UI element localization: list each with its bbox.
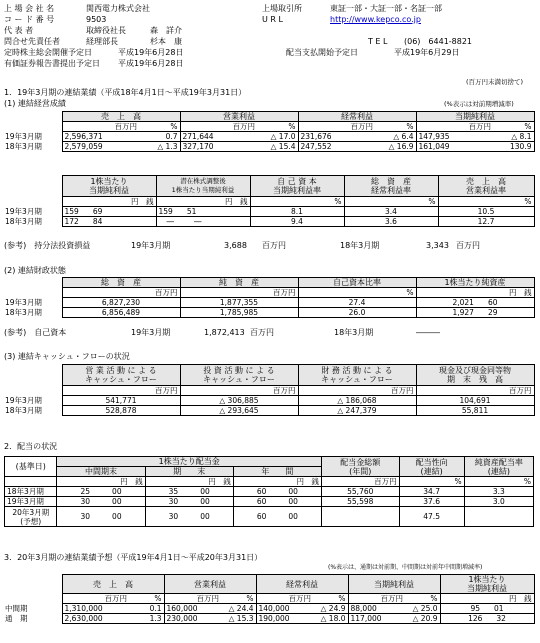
- value: 60: [256, 487, 267, 496]
- forecast-table: [4, 574, 535, 624]
- value: 47.5: [399, 507, 464, 527]
- value: 327,170: [182, 142, 214, 151]
- table-row: [4, 396, 534, 406]
- rep-name: 森 詳介: [150, 26, 182, 35]
- value: [464, 507, 533, 527]
- value: 00: [200, 487, 210, 496]
- unit-pct: %: [438, 197, 534, 207]
- report-label: 有価証券報告書提出予定日: [4, 59, 100, 68]
- value: 172: [64, 217, 79, 226]
- header-eps: 1株当たり 当期純利益: [62, 176, 156, 197]
- header-net-income: 当期純利益: [416, 112, 534, 122]
- value: 30: [80, 497, 91, 506]
- section-1-title: 1．19年3月期の連結業績（平成18年4月1日～平成19年3月31日）: [4, 88, 247, 97]
- value: 1.3: [149, 614, 162, 623]
- header-bps: 1株当たり純資産: [416, 278, 534, 288]
- unit-pct: %: [464, 477, 533, 487]
- value: 84: [92, 217, 103, 226]
- row-label: 19年3月期: [5, 396, 42, 405]
- ref-period: 19年3月期: [131, 328, 171, 337]
- unit-yen: 円 銭: [57, 477, 145, 487]
- unit-note: (百万円未満切捨て): [466, 78, 524, 86]
- value: △ 17.0: [270, 132, 296, 141]
- value: 60: [256, 512, 267, 521]
- section-3-title: (3) 連結キャッシュ・フローの状況: [4, 352, 130, 361]
- unit-million: 百万円: [416, 386, 534, 396]
- unit-million: 百万円: [114, 122, 137, 131]
- table-row: [4, 406, 534, 416]
- value: 161,049: [418, 142, 450, 151]
- value: 271,644: [182, 132, 214, 141]
- unit-pct: %: [344, 197, 438, 207]
- value: 00: [112, 497, 122, 506]
- header-ord-income: 経常利益: [256, 575, 348, 594]
- table-row: [5, 507, 534, 527]
- header-diluted-eps: 潜在株式調整後 1株当たり当期純利益: [156, 176, 250, 197]
- value: 60: [487, 298, 498, 307]
- value: △ 6.4: [393, 132, 414, 141]
- value: 1,310,000: [64, 604, 103, 613]
- header-net-income: 当期純利益: [348, 575, 440, 594]
- row-label: 18年3月期: [5, 142, 42, 151]
- value: 32: [496, 614, 506, 623]
- header-payout: 配当性向 (連結): [399, 457, 464, 477]
- value: 00: [112, 487, 122, 496]
- value: 2,630,000: [64, 614, 103, 623]
- value: △ 247,379: [298, 406, 416, 416]
- value: △ 25.0: [412, 604, 438, 613]
- unit-million: 百万円: [232, 122, 255, 131]
- value: 159: [64, 207, 79, 216]
- header-annual: 年 間: [233, 467, 321, 477]
- value: 88,000: [350, 604, 377, 613]
- row-label: 通 期: [5, 614, 28, 623]
- row-label: 19年3月期: [5, 298, 42, 307]
- table-row: [4, 207, 534, 217]
- header-sales: 売 上 高: [62, 575, 164, 594]
- value: △ 15.3: [228, 614, 254, 623]
- unit-pct: %: [288, 122, 296, 131]
- exchange-value: 東証一部・大証一部・名証一部: [330, 4, 442, 13]
- table-row: [4, 217, 534, 227]
- unit-pct: %: [406, 122, 414, 131]
- value: 10.5: [438, 207, 534, 217]
- row-label: 18年3月期: [5, 308, 42, 317]
- value: 01: [494, 604, 504, 613]
- unit-pct: %: [250, 197, 344, 207]
- rep-title: 取締役社長: [86, 26, 126, 35]
- value: 0.7: [165, 132, 178, 141]
- table-row: [5, 487, 534, 497]
- unit-pct: %: [430, 594, 438, 603]
- row-label: 18年3月期: [5, 487, 57, 497]
- unit-million: 百万円: [468, 122, 491, 131]
- header-cash-end: 現金及び現金同等物 期 末 残 高: [416, 365, 534, 386]
- header-eps: 1株当たり 当期純利益: [440, 575, 534, 594]
- dividend-table: [4, 456, 534, 527]
- value: 159: [158, 207, 173, 216]
- ref-period: 18年3月期: [334, 328, 374, 337]
- unit-yen: 円 銭: [62, 197, 156, 207]
- table-row: [4, 132, 534, 142]
- value: △ 24.4: [228, 604, 254, 613]
- value: 1,785,985: [180, 308, 298, 318]
- value: 00: [288, 487, 298, 496]
- table-row: [5, 497, 534, 507]
- cashflow-table: [4, 364, 535, 416]
- value: 37.6: [399, 497, 464, 507]
- report-date: 平成19年6月28日: [118, 59, 184, 68]
- header-sales: 売 上 高: [62, 112, 180, 122]
- value: 34.7: [399, 487, 464, 497]
- forecast-note: (%表示は、通期は対前期、中間期は対前年中間期増減率): [328, 564, 483, 571]
- value: 00: [200, 512, 210, 521]
- value: 00: [288, 512, 298, 521]
- header-op-cf: 営 業 活 動 に よ る キャッシュ・フロー: [62, 365, 180, 386]
- value: 00: [288, 497, 298, 506]
- unit-yen: 円 銭: [416, 288, 534, 298]
- value: △ 16.9: [388, 142, 414, 151]
- rep-label: 代 表 者: [4, 26, 34, 35]
- dividend-per-share-header: 1株当たり配当金: [57, 457, 321, 467]
- header-fin-cf: 財 務 活 動 に よ る キャッシュ・フロー: [298, 365, 416, 386]
- value: △ 20.9: [412, 614, 438, 623]
- per-share-table: [4, 175, 535, 227]
- unit-pct: %: [338, 594, 346, 603]
- header-interim: 中間期末: [57, 467, 145, 477]
- company-name: 関西電力株式会社: [86, 4, 150, 13]
- value: 0.1: [149, 604, 162, 613]
- value: 140,000: [258, 604, 290, 613]
- ref-label: (参考) 自己資本: [4, 328, 67, 337]
- row-label: 19年3月期: [5, 132, 42, 141]
- value: 35: [168, 487, 179, 496]
- value: 130.9: [510, 142, 532, 151]
- ref-period: 19年3月期: [131, 241, 171, 250]
- value: 147,935: [418, 132, 450, 141]
- row-label: 19年3月期: [5, 207, 42, 216]
- value: 3.6: [344, 217, 438, 227]
- value: 6,856,489: [62, 308, 180, 318]
- value: △ 306,885: [180, 396, 298, 406]
- table-row: [4, 614, 534, 624]
- row-label: 19年3月期: [5, 497, 57, 507]
- unit-million: 百万円: [180, 386, 298, 396]
- header-roe: 自 己 資 本 当期純利益率: [250, 176, 344, 197]
- value: 30: [80, 512, 91, 521]
- tel-label: T E L: [368, 37, 388, 46]
- results-table: [4, 111, 535, 152]
- unit-million: 百万円: [380, 594, 403, 603]
- value: 55,811: [416, 406, 534, 416]
- unit-yen: 円 銭: [440, 594, 534, 604]
- ref-label: (参考) 持分法投資損益: [4, 241, 91, 250]
- section-5-title: 3．20年3月期の連結業績予想（平成19年4月1日～平成20年3月31日）: [4, 553, 263, 562]
- unit-million: 百万円: [180, 288, 298, 298]
- unit-pct: %: [524, 122, 532, 131]
- base-date-header: (基準日): [5, 457, 57, 477]
- header-doe: 純資産配当率 (連結): [464, 457, 533, 477]
- contact-name: 杉本 康: [150, 37, 182, 46]
- div-pay-label: 配当支払開始予定日: [286, 48, 358, 57]
- table-row: [4, 298, 534, 308]
- agm-date: 平成19年6月28日: [118, 48, 184, 57]
- value: 30: [168, 512, 179, 521]
- value: 3.0: [464, 497, 533, 507]
- value: 126: [468, 614, 483, 623]
- unit-million: 百万円: [321, 477, 399, 487]
- ref-value: 3,688: [224, 241, 247, 250]
- unit-million: 百万円: [350, 122, 373, 131]
- value: 1,877,355: [180, 298, 298, 308]
- value: ―: [166, 217, 174, 226]
- unit-million: 百万円: [196, 594, 219, 603]
- value: △ 24.9: [320, 604, 346, 613]
- value: ―: [194, 217, 202, 226]
- ref-unit: 百万円: [262, 241, 286, 250]
- pct-note: (%表示は対前期増減率): [444, 100, 514, 108]
- ref-unit: 百万円: [456, 241, 480, 250]
- unit-million: 百万円: [62, 288, 180, 298]
- value: △ 186,068: [298, 396, 416, 406]
- value: 27.4: [298, 298, 416, 308]
- url-label: U R L: [262, 15, 283, 24]
- exchange-label: 上場取引所: [262, 4, 302, 13]
- value: 541,771: [62, 396, 180, 406]
- value: 00: [200, 497, 210, 506]
- ref-period: 18年3月期: [340, 241, 380, 250]
- header-inv-cf: 投 資 活 動 に よ る キャッシュ・フロー: [180, 365, 298, 386]
- value: 12.7: [438, 217, 534, 227]
- row-label: 20年3月期 (予想): [5, 507, 57, 527]
- value: 6,827,230: [62, 298, 180, 308]
- value: 29: [487, 308, 498, 317]
- unit-pct: %: [246, 594, 254, 603]
- value: 528,878: [62, 406, 180, 416]
- value: 2,579,059: [64, 142, 103, 151]
- row-label: 18年3月期: [5, 217, 42, 226]
- value: △ 1.3: [157, 142, 178, 151]
- value: △ 15.4: [270, 142, 296, 151]
- value: 69: [92, 207, 103, 216]
- contact-label: 問合せ先責任者: [4, 37, 60, 46]
- equity-note: [4, 328, 440, 338]
- value: 55,760: [321, 487, 399, 497]
- company-label: 上 場 会 社 名: [4, 4, 55, 13]
- ref-unit: 百万円: [250, 328, 274, 337]
- unit-million: 百万円: [298, 386, 416, 396]
- value: 00: [112, 512, 122, 521]
- header-ord-income: 経常利益: [298, 112, 416, 122]
- agm-label: 定時株主総会開催予定日: [4, 48, 92, 57]
- ref-value: 3,343: [426, 241, 449, 250]
- row-label: 18年3月期: [5, 406, 42, 415]
- value: [321, 507, 399, 527]
- unit-yen: 円 銭: [156, 197, 250, 207]
- div-pay-date: 平成19年6月29日: [394, 48, 460, 57]
- header-op-income: 営業利益: [164, 575, 256, 594]
- value: 9.4: [250, 217, 344, 227]
- unit-pct: %: [170, 122, 178, 131]
- table-row: [4, 308, 534, 318]
- header-net-assets: 純 資 産: [180, 278, 298, 288]
- value: △ 8.1: [511, 132, 532, 141]
- value: 51: [186, 207, 197, 216]
- unit-pct: %: [298, 288, 416, 298]
- tel-value: (06) 6441-8821: [404, 37, 473, 46]
- value: 2,596,371: [64, 132, 103, 141]
- value: 104,691: [416, 396, 534, 406]
- table-row: [4, 604, 534, 614]
- code-value: 9503: [86, 15, 107, 24]
- section-4-title: 2．配当の状況: [4, 442, 58, 451]
- value: 3.3: [464, 487, 533, 497]
- value: 230,000: [166, 614, 198, 623]
- unit-pct: %: [154, 594, 162, 603]
- section-2-title: (2) 連結財政状態: [4, 266, 66, 275]
- equity-method-note: [4, 241, 480, 251]
- value: 160,000: [166, 604, 198, 613]
- value: 26.0: [298, 308, 416, 318]
- financial-position-table: [4, 277, 535, 318]
- url-link[interactable]: http://www.kepco.co.jp: [330, 15, 421, 24]
- ref-value: 1,872,413: [204, 328, 245, 337]
- value: 55,598: [321, 497, 399, 507]
- value: 30: [168, 497, 179, 506]
- header-total-dividend: 配当金総額 (年間): [321, 457, 399, 477]
- section-1-sub: (1) 連結経営成績: [4, 99, 66, 108]
- code-label: コ ー ド 番 号: [4, 15, 55, 24]
- value: 3.4: [344, 207, 438, 217]
- value: 117,000: [350, 614, 382, 623]
- unit-million: 百万円: [288, 594, 311, 603]
- unit-million: 百万円: [104, 594, 127, 603]
- value: 25: [80, 487, 91, 496]
- value: 190,000: [258, 614, 290, 623]
- table-row: [4, 142, 534, 152]
- ref-value: ―――: [416, 328, 440, 337]
- header-roa: 総 資 産 経常利益率: [344, 176, 438, 197]
- contact-title: 経理部長: [86, 37, 118, 46]
- header-op-income: 営業利益: [180, 112, 298, 122]
- row-label: 中間期: [5, 604, 28, 613]
- unit-million: 百万円: [62, 386, 180, 396]
- value: 60: [256, 497, 267, 506]
- unit-yen: 円 銭: [145, 477, 233, 487]
- value: △ 18.0: [320, 614, 346, 623]
- header-year-end: 期 末: [145, 467, 233, 477]
- header-equity-ratio: 自己資本比率: [298, 278, 416, 288]
- value: 231,676: [300, 132, 332, 141]
- value: △ 293,645: [180, 406, 298, 416]
- value: 95: [470, 604, 480, 613]
- unit-yen: 円 銭: [233, 477, 321, 487]
- value: 247,552: [300, 142, 332, 151]
- unit-pct: %: [399, 477, 464, 487]
- header-total-assets: 総 資 産: [62, 278, 180, 288]
- value: 2,021: [452, 298, 474, 307]
- value: 8.1: [250, 207, 344, 217]
- value: 1,927: [452, 308, 474, 317]
- header-op-margin: 売 上 高 営業利益率: [438, 176, 534, 197]
